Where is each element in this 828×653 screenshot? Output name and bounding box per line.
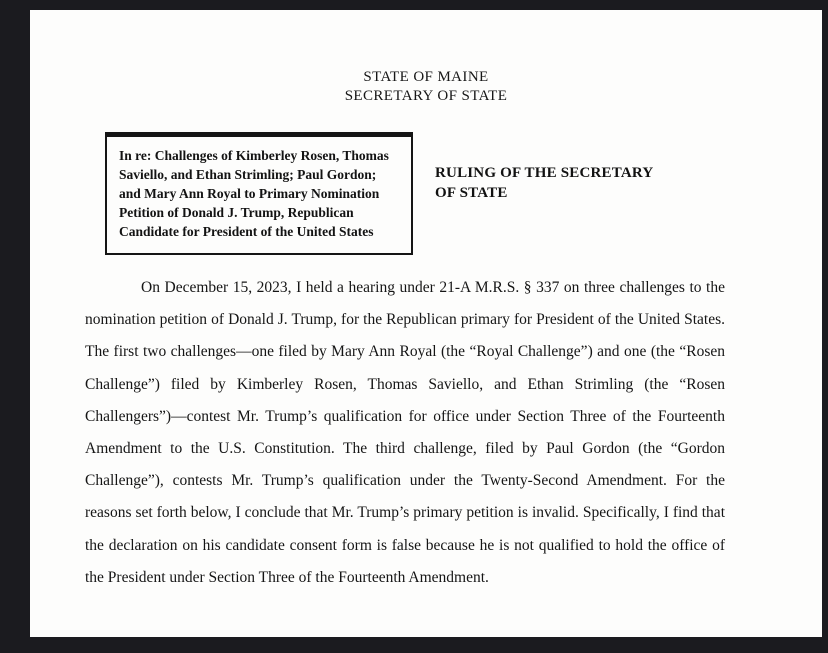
header-office-line: SECRETARY OF STATE <box>344 88 508 104</box>
document-header <box>30 68 822 106</box>
case-caption-box <box>105 132 413 255</box>
caption-row <box>105 132 782 255</box>
case-caption-text: In re: Challenges of Kimberley Rosen, Thomas Saviello, and Ethan Strimling; Paul Gordon; and Mary Ann Royal to Primary Nomination Petition of Donald J. Trump, Republican Candidate for President of the United States <box>119 148 389 239</box>
document-page <box>30 10 822 637</box>
body-paragraph: On December 15, 2023, I held a hearing under 21-A M.R.S. § 337 on three challenges to the nomination petition of Donald J. Trump, for the Republican primary for President of the United States. The first two challenges—one filed by Mary Ann Royal (the “Royal Challenge”) and one (the “Rosen Challenge”) filed by Kimberley Rosen, Thomas Saviello, and Ethan Strimling (the “Rosen Challengers”)—contest Mr. Trump’s qualification for office under Section Three of the Fourteenth Amendment to the U.S. Constitution. The third challenge, filed by Paul Gordon (the “Gordon Challenge”), contests Mr. Trump’s qualification under the Twenty-Second Amendment. For the reasons set forth below, I conclude that Mr. Trump’s primary petition is invalid. Specifically, I find that the declaration on his candidate consent form is false because he is not qualified to hold the office of the President under Section Three of the Fourteenth Amendment. <box>85 279 725 586</box>
ruling-title: RULING OF THE SECRETARY OF STATE <box>435 165 653 201</box>
header-state-line: STATE OF MAINE <box>363 69 489 85</box>
